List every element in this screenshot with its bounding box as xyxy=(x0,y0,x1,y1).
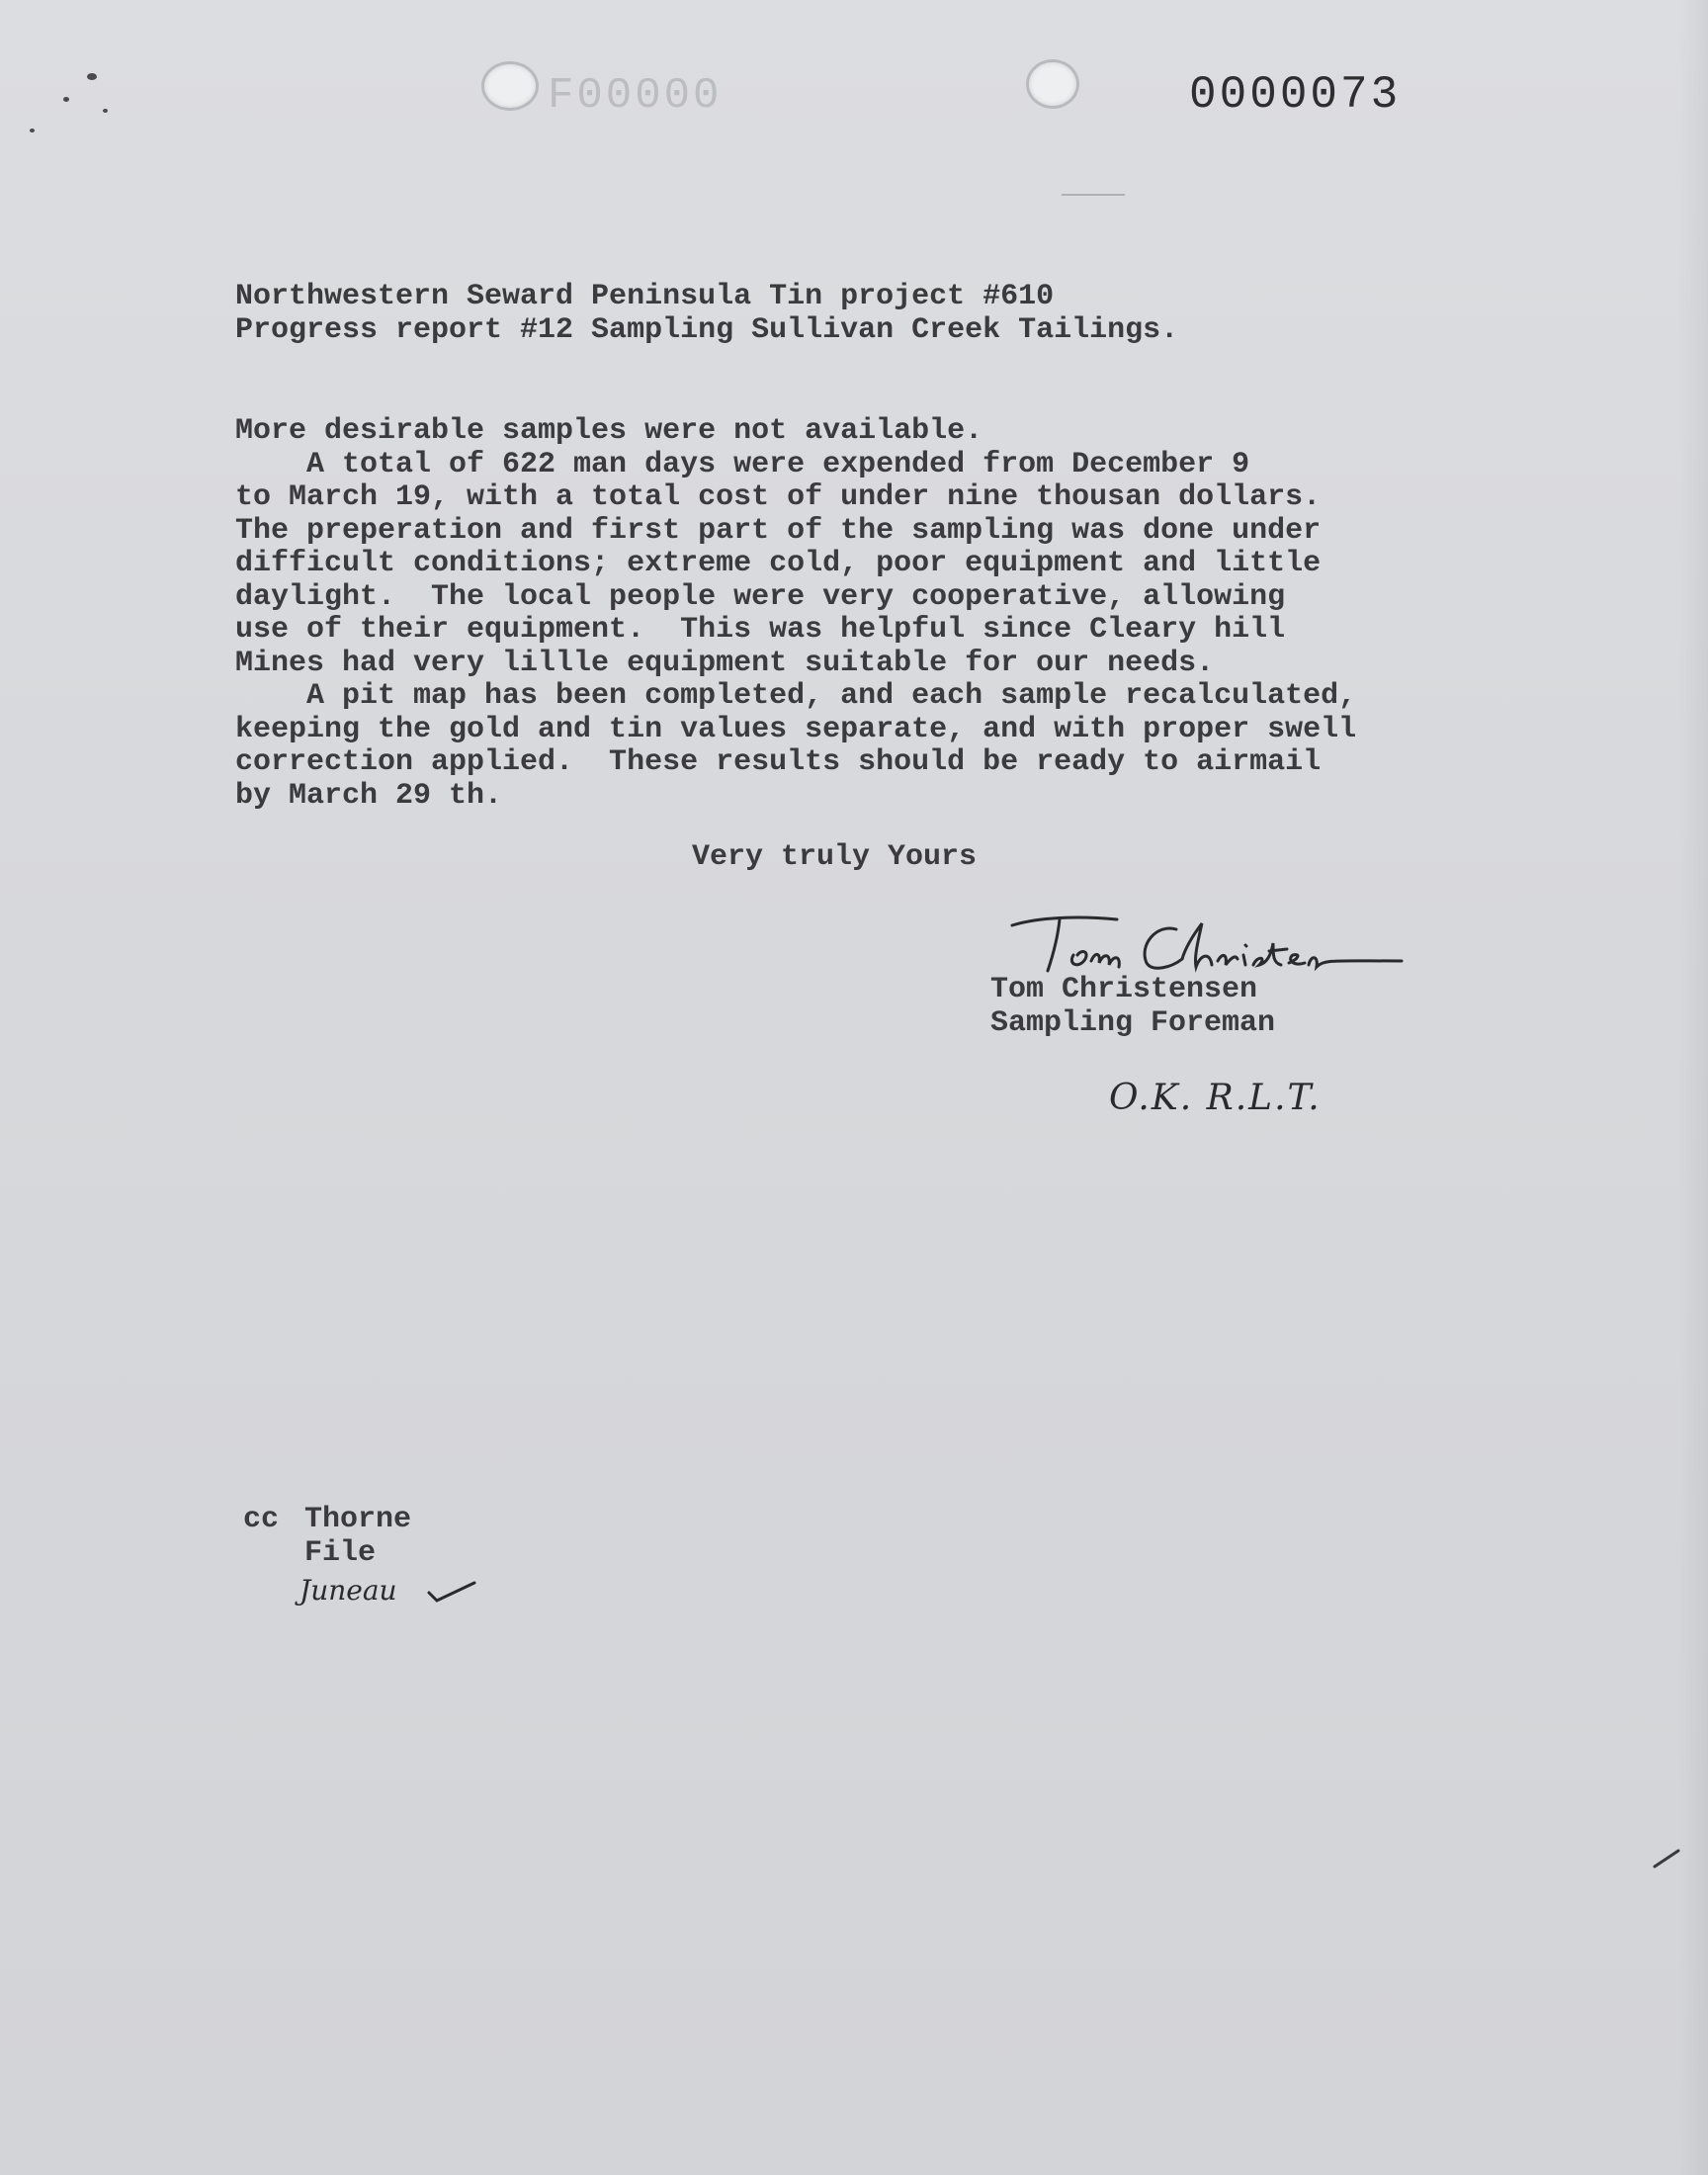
faded-stamp-number: F00000 xyxy=(548,71,723,121)
pencil-tick-mark xyxy=(1653,1847,1680,1869)
body-line: by March 29 th. xyxy=(235,778,503,813)
body-line: A pit map has been completed, and each sample recalculated, xyxy=(235,679,1357,713)
page-edge-shadow xyxy=(1678,0,1708,2175)
signer-name: Tom Christensen xyxy=(990,973,1258,1006)
approval-note: O.K. R.L.T. xyxy=(1109,1078,1322,1118)
report-heading-project: Northwestern Seward Peninsula Tin project #610 xyxy=(235,280,1055,313)
cc-label: cc xyxy=(243,1503,280,1536)
dust-speck xyxy=(63,97,69,102)
body-line: Mines had very lillle equipment suitable for our needs. xyxy=(235,646,1215,680)
body-line: to March 19, with a total cost of under nine thousan dollars. xyxy=(235,480,1322,514)
dust-speck xyxy=(30,129,35,132)
body-line: correction applied. These results should be ready to airmail xyxy=(235,745,1322,779)
cc-recipient-handwritten: Juneau xyxy=(299,1574,397,1607)
body-line: More desirable samples were not available. xyxy=(235,414,983,448)
pencil-mark xyxy=(1062,194,1125,196)
body-line: The preperation and first part of the sampling was done under xyxy=(235,513,1322,548)
body-line: A total of 622 man days were expended from December 9 xyxy=(235,447,1250,481)
cc-recipient: Thorne xyxy=(304,1503,412,1536)
signer-title: Sampling Foreman xyxy=(990,1006,1276,1040)
body-line: difficult conditions; extreme cold, poor equipment and little xyxy=(235,547,1322,580)
cc-recipient: File xyxy=(304,1536,377,1570)
body-line: use of their equipment. This was helpful since Cleary hill xyxy=(235,613,1286,647)
body-line: daylight. The local people were very cooperative, allowing xyxy=(235,579,1286,614)
report-heading-subject: Progress report #12 Sampling Sullivan Creek Tailings. xyxy=(235,313,1179,347)
punch-hole-left xyxy=(481,61,539,111)
body-line: keeping the gold and tin values separate, and with proper swell xyxy=(235,712,1357,746)
check-mark-icon xyxy=(427,1579,476,1605)
punch-hole-right xyxy=(1026,59,1079,109)
dust-speck xyxy=(103,109,108,113)
letter-body xyxy=(235,415,1356,813)
closing-salutation: Very truly Yours xyxy=(692,840,978,874)
document-number: 0000073 xyxy=(1189,69,1402,121)
dust-speck xyxy=(87,73,97,80)
